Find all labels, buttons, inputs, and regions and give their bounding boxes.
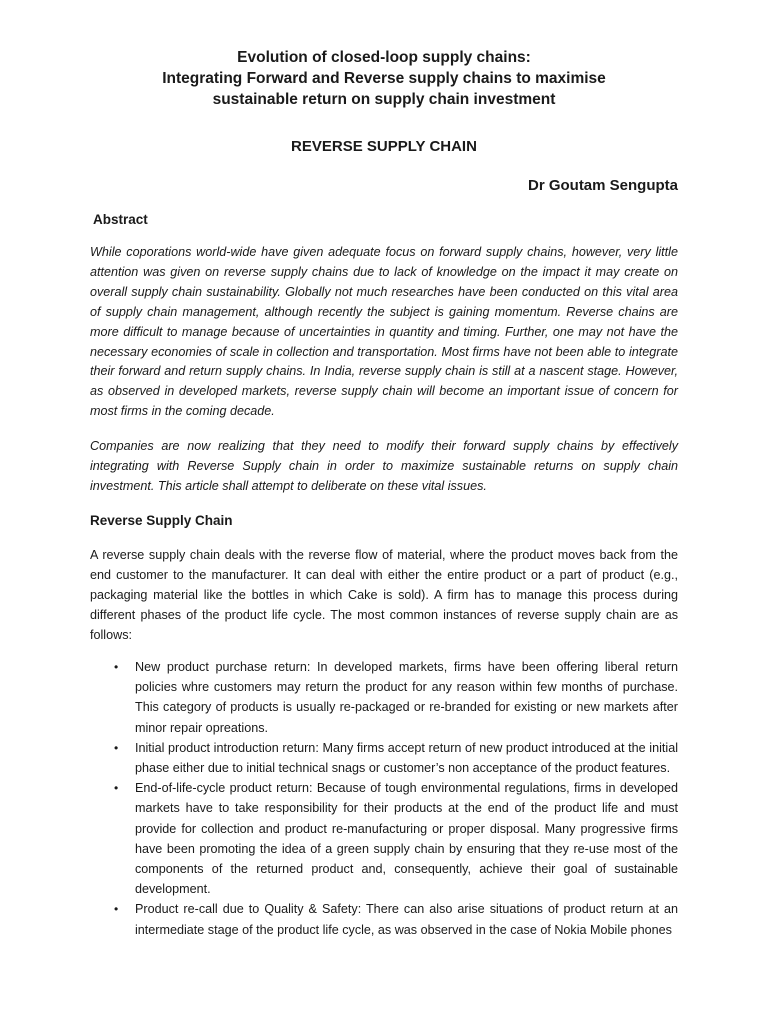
list-item-text: New product purchase return: In developed markets, firms have been offering liberal return policies whre customers may return the product for any reason within few months of purchase. This category of products is usually re-packaged or re-branded for existing or new markets after minor repair opreations. xyxy=(135,660,678,735)
bullet-icon: • xyxy=(114,740,119,755)
intro-paragraph: A reverse supply chain deals with the reverse flow of material, where the product moves back from the end customer to the manufacturer. It can deal with either the entire product or a part of product (e.g., packaging material like the bottles in which Cake is sold). A firm has to manage this process during different phases of the product life cycle. The most common instances of reverse supply chain are as follows: xyxy=(90,548,678,643)
bullet-icon: • xyxy=(114,660,119,674)
list-item-text: Product re-call due to Quality & Safety: There can also arise situations of product return at an intermediate stage of the product life cycle, as was observed in the case of Nokia Mobile phones xyxy=(135,902,678,937)
section-title: REVERSE SUPPLY CHAIN xyxy=(291,138,477,155)
list-item xyxy=(90,899,678,939)
author-name: Dr Goutam Sengupta xyxy=(527,177,678,194)
list-item xyxy=(90,657,678,738)
bullet-icon: • xyxy=(114,902,119,917)
list-item-text: End-of-life-cycle product return: Because of tough environmental regulations, firms in developed markets have to take responsibility for their products at the end of the product life and must provide for collection and product re-manufacturing or proper disposal. Many progressive firms have been promoting the idea of a green supply chain by ensuring that they re-use most of the components of the returned product and, consequently, achieve their goal of sustainable development. xyxy=(135,781,678,897)
list-item xyxy=(90,778,678,899)
abstract-heading: Abstract xyxy=(93,212,148,227)
abstract-paragraph-1: While coporations world-wide have given adequate focus on forward supply chains, however, very little attention was given on reverse supply chains due to lack of knowledge on the impact it may create on overall supply chain sustainability. Globally not much researches have been conducted on this vital area of supply chain management, although recently the subject is gaining momentum. Reverse chains are more difficult to manage because of uncertainties in quantity and timing. Further, one may not have the necessary economies of scale in collection and transportation. Most firms have not been able to integrate their forward and return supply chains. In India, reverse supply chain is still at a nascent stage. However, as observed in developed markets, reverse supply chain will become an important issue of concern for most firms in the coming decade. xyxy=(90,245,678,419)
list-item-text: Initial product introduction return: Many firms accept return of new product introduced at the initial phase either due to initial technical snags or customer’s non acceptance of the product features. xyxy=(135,740,678,776)
paper-title xyxy=(90,47,678,110)
title-line-2: Integrating Forward and Reverse supply chains to maximise xyxy=(162,70,606,87)
reverse-supply-chain-heading: Reverse Supply Chain xyxy=(90,513,233,528)
title-line-1: Evolution of closed-loop supply chains: xyxy=(237,49,531,66)
title-line-3: sustainable return on supply chain investment xyxy=(212,91,556,108)
instances-list xyxy=(90,657,678,940)
abstract-paragraph-2: Companies are now realizing that they need to modify their forward supply chains by effectively integrating with Reverse Supply chain in order to maximize sustainable returns on supply chain investment. This article shall attempt to deliberate on these vital issues. xyxy=(90,439,678,493)
list-item xyxy=(90,738,678,778)
bullet-icon: • xyxy=(114,781,119,796)
